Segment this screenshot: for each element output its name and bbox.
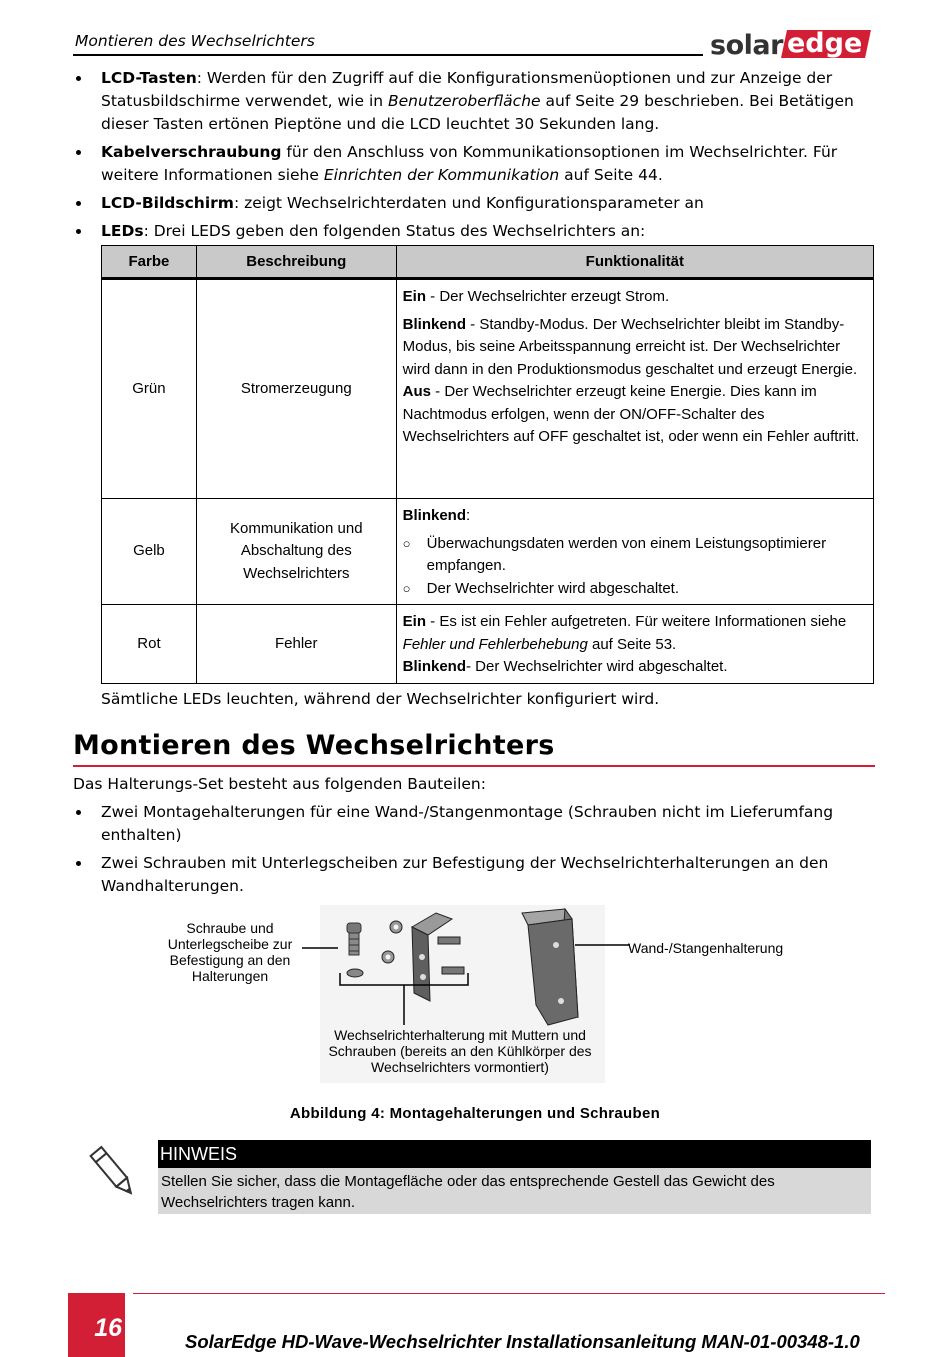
cross-reference-link[interactable]: Fehler und Fehlerbehebung bbox=[402, 635, 588, 653]
sub-item-text: Überwachungsdaten werden von einem Leistungsoptimierer empfangen. bbox=[426, 534, 827, 574]
footer-rule bbox=[133, 1293, 885, 1294]
solaredge-logo bbox=[710, 30, 868, 62]
state-text: : bbox=[466, 507, 471, 524]
section-rule bbox=[73, 765, 875, 767]
state-text: - Standby-Modus. Der Wechselrichter bleibt im Standby-Modus, bis seine Arbeitsspannung erreicht ist. Der Wechselrichter wird dann in den Produktionsmodus geschaltet und erzeugt Energie. bbox=[402, 315, 858, 378]
note-text: Stellen Sie sicher, dass die Montagefläche oder das entsprechende Gestell das Gewicht des Wechselrichters tragen kann. bbox=[158, 1168, 871, 1214]
footer-document-title: SolarEdge HD-Wave-Wechselrichter Installationsanleitung MAN-01-00348-1.0 bbox=[185, 1331, 860, 1352]
label-screw-line: Unterlegscheibe zur bbox=[167, 936, 293, 952]
figure-caption: Abbildung 4: Montagehalterungen und Schrauben bbox=[289, 1105, 661, 1122]
label-inverter-bracket-line: Wechselrichterhalterung mit Muttern und bbox=[334, 1027, 586, 1043]
led-functionality-cell bbox=[396, 605, 873, 684]
component-bullet-list bbox=[75, 67, 876, 248]
table-row bbox=[102, 279, 874, 499]
section-intro: Das Halterungs-Set besteht aus folgenden Bauteilen: bbox=[73, 775, 486, 793]
state-text: - Der Wechselrichter erzeugt keine Energie. Dies kann im Nachtmodus erfolgen, wenn der ON/OFF-Schalter des Wechselrichters auf OFF geschaltet ist, oder wenn ein Fehler auftritt. bbox=[402, 383, 860, 445]
bullet-text: auf Seite 44. bbox=[559, 166, 663, 184]
list-item bbox=[75, 220, 876, 243]
list-item bbox=[75, 141, 876, 187]
state-label: Blinkend bbox=[402, 315, 467, 333]
column-header-description: Beschreibung bbox=[196, 246, 396, 279]
page-number-box bbox=[68, 1293, 125, 1357]
bullet-dot bbox=[76, 861, 81, 866]
logo-edge-text: edge bbox=[786, 28, 863, 59]
led-description-cell: Fehler bbox=[196, 605, 396, 684]
pencil-note-icon bbox=[88, 1143, 140, 1203]
bullet-term: LCD-Bildschirm bbox=[101, 194, 234, 212]
kit-bullet-list bbox=[75, 801, 876, 903]
state-text: - Der Wechselrichter wird abgeschaltet. bbox=[466, 658, 728, 675]
label-screw-line: Befestigung an den bbox=[169, 952, 291, 968]
bullet-dot bbox=[76, 229, 81, 234]
bullet-dot bbox=[76, 150, 81, 155]
label-wall-bracket: Wand-/Stangenhalterung bbox=[628, 940, 784, 956]
list-item bbox=[75, 852, 876, 898]
led-description-cell: Stromerzeugung bbox=[196, 279, 396, 499]
section-heading: Montieren des Wechselrichters bbox=[73, 730, 555, 761]
led-color-cell: Gelb bbox=[102, 499, 197, 605]
led-functionality-cell bbox=[396, 499, 873, 605]
table-row bbox=[102, 605, 874, 684]
table-header-row bbox=[102, 246, 874, 279]
state-label: Ein bbox=[402, 288, 427, 305]
header-rule bbox=[73, 54, 703, 56]
bullet-text: : zeigt Wechselrichterdaten und Konfigurationsparameter an bbox=[233, 194, 704, 212]
label-screw-line: Schraube und bbox=[186, 920, 274, 936]
state-label: Blinkend bbox=[402, 507, 467, 524]
cross-reference-link[interactable]: Einrichten der Kommunikation bbox=[323, 166, 560, 184]
state-label: Aus bbox=[402, 383, 432, 400]
state-label: Ein bbox=[402, 613, 427, 630]
column-header-functionality: Funktionalität bbox=[396, 246, 873, 279]
led-color-cell: Grün bbox=[102, 279, 197, 499]
list-item bbox=[75, 67, 876, 136]
running-header-title: Montieren des Wechselrichters bbox=[75, 32, 315, 50]
bullet-dot bbox=[76, 201, 81, 206]
bullet-term: LCD-Tasten bbox=[101, 69, 197, 87]
bullet-term: Kabelverschraubung bbox=[101, 143, 282, 161]
circle-bullet-icon: ○ bbox=[402, 580, 411, 596]
label-screw-line: Halterungen bbox=[191, 968, 269, 984]
state-label: Blinkend bbox=[402, 658, 467, 675]
bullet-dot bbox=[76, 810, 81, 815]
bullet-text: Zwei Schrauben mit Unterlegscheiben zur Befestigung der Wechselrichterhalterungen an den Wandhalterungen. bbox=[101, 854, 829, 895]
page-number: 16 bbox=[94, 1314, 122, 1342]
bullet-term: LEDs bbox=[101, 222, 144, 240]
note-heading: HINWEIS bbox=[158, 1140, 871, 1168]
bullet-dot bbox=[76, 76, 81, 81]
bullet-text: für den Anschluss von Kommunikationsoptionen im Wechselrichter. Für weitere Informationen siehe bbox=[101, 143, 838, 184]
state-text: - Es ist ein Fehler aufgetreten. Für weitere Informationen siehe bbox=[426, 613, 847, 630]
cross-reference-link[interactable]: Benutzeroberfläche bbox=[388, 92, 541, 110]
led-color-cell: Rot bbox=[102, 605, 197, 684]
label-inverter-bracket-line: Schrauben (bereits an den Kühlkörper des bbox=[328, 1043, 592, 1059]
state-text: auf Seite 53. bbox=[587, 635, 677, 653]
logo-solar-text: solar bbox=[710, 30, 783, 61]
bullet-text: : Drei LEDS geben den folgenden Status des Wechselrichters an: bbox=[143, 222, 646, 240]
led-functionality-cell bbox=[396, 279, 873, 499]
led-note: Sämtliche LEDs leuchten, während der Wechselrichter konfiguriert wird. bbox=[101, 690, 660, 708]
label-inverter-bracket-line: Wechselrichters vormontiert) bbox=[371, 1059, 549, 1075]
list-item bbox=[75, 801, 876, 847]
column-header-color: Farbe bbox=[102, 246, 197, 279]
list-item bbox=[75, 192, 876, 215]
led-status-table bbox=[101, 245, 874, 684]
state-text: - Der Wechselrichter erzeugt Strom. bbox=[426, 288, 670, 305]
circle-bullet-icon: ○ bbox=[402, 535, 411, 551]
mounting-brackets-figure bbox=[160, 905, 810, 1090]
bullet-text: : Werden für den Zugriff auf die Konfigurationsmenüoptionen und zur Anzeige der Statusbildschirme verwendet, wie in bbox=[101, 69, 833, 110]
led-description-cell: Kommunikation und Abschaltung des Wechselrichters bbox=[196, 499, 396, 605]
bullet-text: Zwei Montagehalterungen für eine Wand-/Stangenmontage (Schrauben nicht im Lieferumfang enthalten) bbox=[101, 803, 834, 844]
sub-item-text: Der Wechselrichter wird abgeschaltet. bbox=[426, 579, 679, 597]
table-row bbox=[102, 499, 874, 605]
logo-edge-box bbox=[781, 30, 871, 58]
bullet-text: auf Seite 29 beschrieben. Bei Betätigen dieser Tasten ertönen Pieptöne und die LCD leuchtet 30 Sekunden lang. bbox=[101, 92, 854, 133]
